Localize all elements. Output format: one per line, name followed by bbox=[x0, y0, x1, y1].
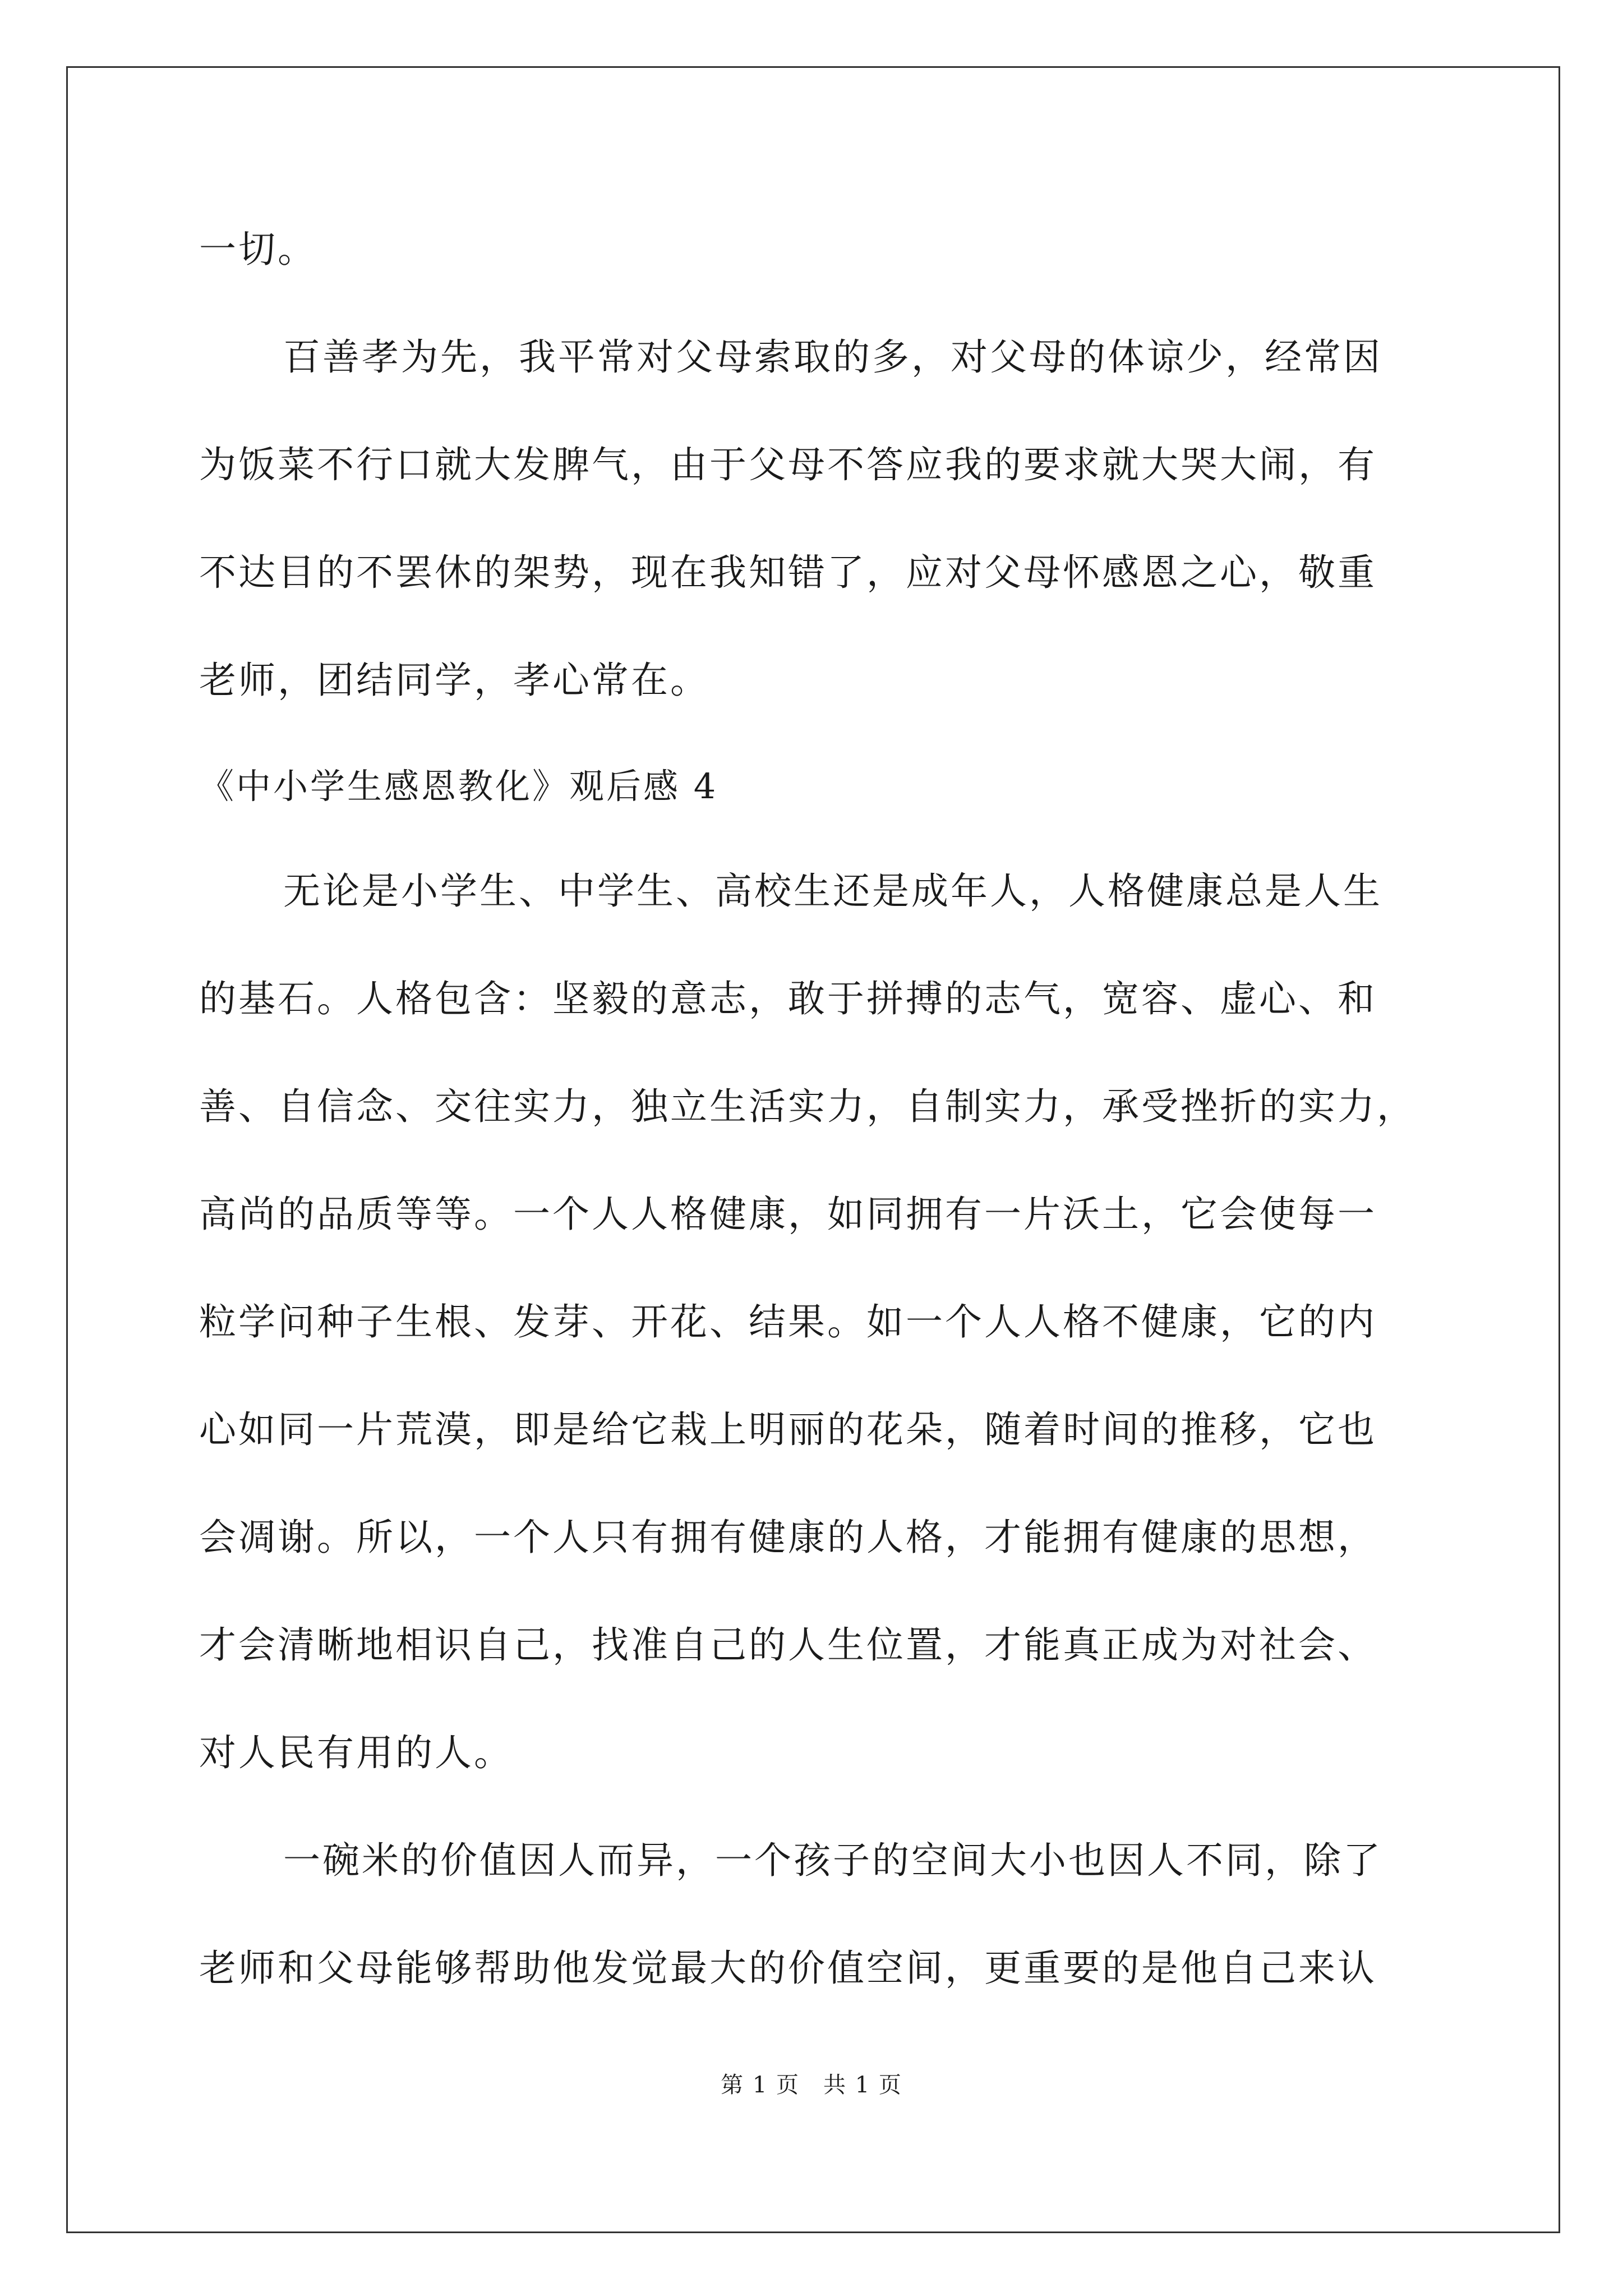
section-heading: 《中小学生感恩教化》观后感 4 bbox=[199, 766, 718, 807]
text-line-14: 才会清晰地相识自己，找准自己的人生位置，才能真正成为对社会、 bbox=[199, 1623, 1377, 1667]
paragraph-start-line: 无论是小学生、中学生、高校生还是成年人，人格健康总是人生 bbox=[283, 869, 1382, 913]
text-line-17: 老师和父母能够帮助他发觉最大的价值空间，更重要的是他自己来认 bbox=[199, 1947, 1377, 1990]
page-border bbox=[66, 66, 1560, 2233]
text-line-8: 的基石。人格包含：坚毅的意志，敢于拼搏的志气，宽容、虚心、和 bbox=[199, 977, 1377, 1020]
text-line-12: 心如同一片荒漠，即是给它栽上明丽的花朵，随着时间的推移，它也 bbox=[199, 1408, 1377, 1451]
text-line-11: 粒学问种子生根、发芽、开花、结果。如一个人人格不健康，它的内 bbox=[199, 1300, 1377, 1343]
text-line-3: 为饭菜不行口就大发脾气，由于父母不答应我的要求就大哭大闹，有 bbox=[199, 443, 1377, 486]
text-line-5: 老师，团结同学，孝心常在。 bbox=[199, 659, 709, 702]
paragraph-start-line: 百善孝为先，我平常对父母索取的多，对父母的体谅少，经常因 bbox=[283, 335, 1382, 379]
text-line-1: 一切。 bbox=[199, 228, 317, 271]
text-line-13: 会凋谢。所以，一个人只有拥有健康的人格，才能拥有健康的思想， bbox=[199, 1516, 1377, 1559]
text-line-15: 对人民有用的人。 bbox=[199, 1731, 513, 1774]
text-line-4: 不达目的不罢休的架势，现在我知错了，应对父母怀感恩之心，敬重 bbox=[199, 551, 1377, 594]
paragraph-start-line: 一碗米的价值因人而异，一个孩子的空间大小也因人不同，除了 bbox=[283, 1839, 1382, 1882]
text-line-9: 善、自信念、交往实力，独立生活实力，自制实力，承受挫折的实力， bbox=[199, 1085, 1416, 1128]
page-number-footer: 第 1 页 共 1 页 bbox=[721, 2072, 902, 2098]
text-line-10: 高尚的品质等等。一个人人格健康，如同拥有一片沃土，它会使每一 bbox=[199, 1193, 1377, 1236]
